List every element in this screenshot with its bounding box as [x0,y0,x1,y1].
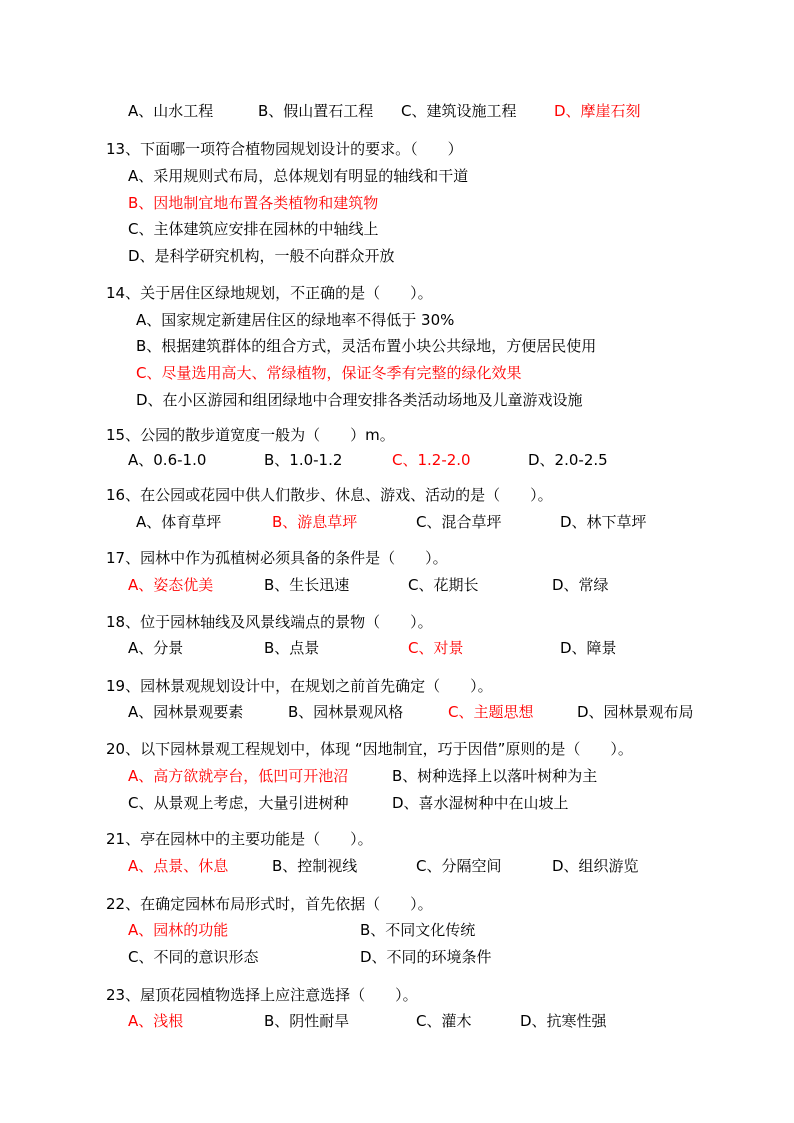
q23-option-d: D、抗寒性强 [520,1012,607,1030]
q18-question: 18、位于园林轴线及风景线端点的景物（ ）。 [106,613,433,631]
q19-option-b: B、园林景观风格 [288,703,404,721]
q16-option-a: A、体育草坪 [136,513,222,531]
q12-option-b: B、假山置石工程 [258,102,374,120]
q16-question: 16、在公园或花园中供人们散步、休息、游戏、活动的是（ ）。 [106,486,553,504]
q17-option-c: C、花期长 [408,576,479,594]
q23-option-b: B、阴性耐旱 [264,1012,350,1030]
q18-option-a: A、分景 [128,639,184,657]
q13-question: 13、下面哪一项符合植物园规划设计的要求。（ ） [106,140,463,158]
q20-question: 20、以下园林景观工程规划中，体现 “因地制宜，巧于因借”原则的是（ ）。 [106,740,633,758]
q18-option-c-answer: C、对景 [408,639,464,657]
q15-question: 15、公园的散步道宽度一般为（ ）m。 [106,426,395,444]
q22-option-d: D、不同的环境条件 [360,948,492,966]
q18-option-b: B、点景 [264,639,320,657]
q13-option-d: D、是科学研究机构，一般不向群众开放 [128,247,395,265]
q16-option-b-answer: B、游息草坪 [272,513,358,531]
q21-option-c: C、分隔空间 [416,857,502,875]
q20-option-b: B、树种选择上以落叶树种为主 [392,767,598,785]
q17-option-d: D、常绿 [552,576,609,594]
q23-question: 23、屋顶花园植物选择上应注意选择（ ）。 [106,986,418,1004]
q18-option-d: D、障景 [560,639,617,657]
q16-option-c: C、混合草坪 [416,513,502,531]
q15-option-a: A、0.6-1.0 [128,451,207,469]
q19-option-c-answer: C、主题思想 [448,703,534,721]
q13-option-c: C、主体建筑应安排在园林的中轴线上 [128,220,379,238]
q22-option-b: B、不同文化传统 [360,921,476,939]
q14-question: 14、关于居住区绿地规划，不正确的是（ ）。 [106,284,433,302]
q20-option-a-answer: A、高方欲就亭台，低凹可开池沼 [128,767,349,785]
q22-option-c: C、不同的意识形态 [128,948,259,966]
q13-option-b-answer: B、因地制宜地布置各类植物和建筑物 [128,194,379,212]
q21-option-b: B、控制视线 [272,857,358,875]
q21-question: 21、亭在园林中的主要功能是（ ）。 [106,830,373,848]
q14-option-b: B、根据建筑群体的组合方式，灵活布置小块公共绿地，方便居民使用 [136,337,597,355]
q23-option-a-answer: A、浅根 [128,1012,184,1030]
q14-option-c-answer: C、尽量选用高大、常绿植物，保证冬季有完整的绿化效果 [136,364,522,382]
q19-question: 19、园林景观规划设计中，在规划之前首先确定（ ）。 [106,677,493,695]
q22-option-a-answer: A、园林的功能 [128,921,229,939]
q21-option-d: D、组织游览 [552,857,639,875]
q12-option-a: A、山水工程 [128,102,214,120]
q22-question: 22、在确定园林布局形式时，首先依据（ ）。 [106,895,433,913]
q17-option-b: B、生长迅速 [264,576,350,594]
q17-question: 17、园林中作为孤植树必须具备的条件是（ ）。 [106,549,448,567]
q14-option-a: A、国家规定新建居住区的绿地率不得低于 30% [136,311,455,329]
q12-option-d-answer: D、摩崖石刻 [554,102,641,120]
q14-option-d: D、在小区游园和组团绿地中合理安排各类活动场地及儿童游戏设施 [136,391,583,409]
q15-option-d: D、2.0-2.5 [528,451,608,469]
q20-option-c: C、从景观上考虑，大量引进树种 [128,794,349,812]
q20-option-d: D、喜水湿树种中在山坡上 [392,794,569,812]
q17-option-a-answer: A、姿态优美 [128,576,214,594]
q19-option-a: A、园林景观要素 [128,703,244,721]
q12-option-c: C、建筑设施工程 [401,102,517,120]
q13-option-a: A、采用规则式布局，总体规划有明显的轴线和干道 [128,167,469,185]
q19-option-d: D、园林景观布局 [577,703,694,721]
q23-option-c: C、灌木 [416,1012,472,1030]
q15-option-c-answer: C、1.2-2.0 [392,451,471,469]
q15-option-b: B、1.0-1.2 [264,451,343,469]
q16-option-d: D、林下草坪 [560,513,647,531]
q21-option-a-answer: A、点景、休息 [128,857,229,875]
